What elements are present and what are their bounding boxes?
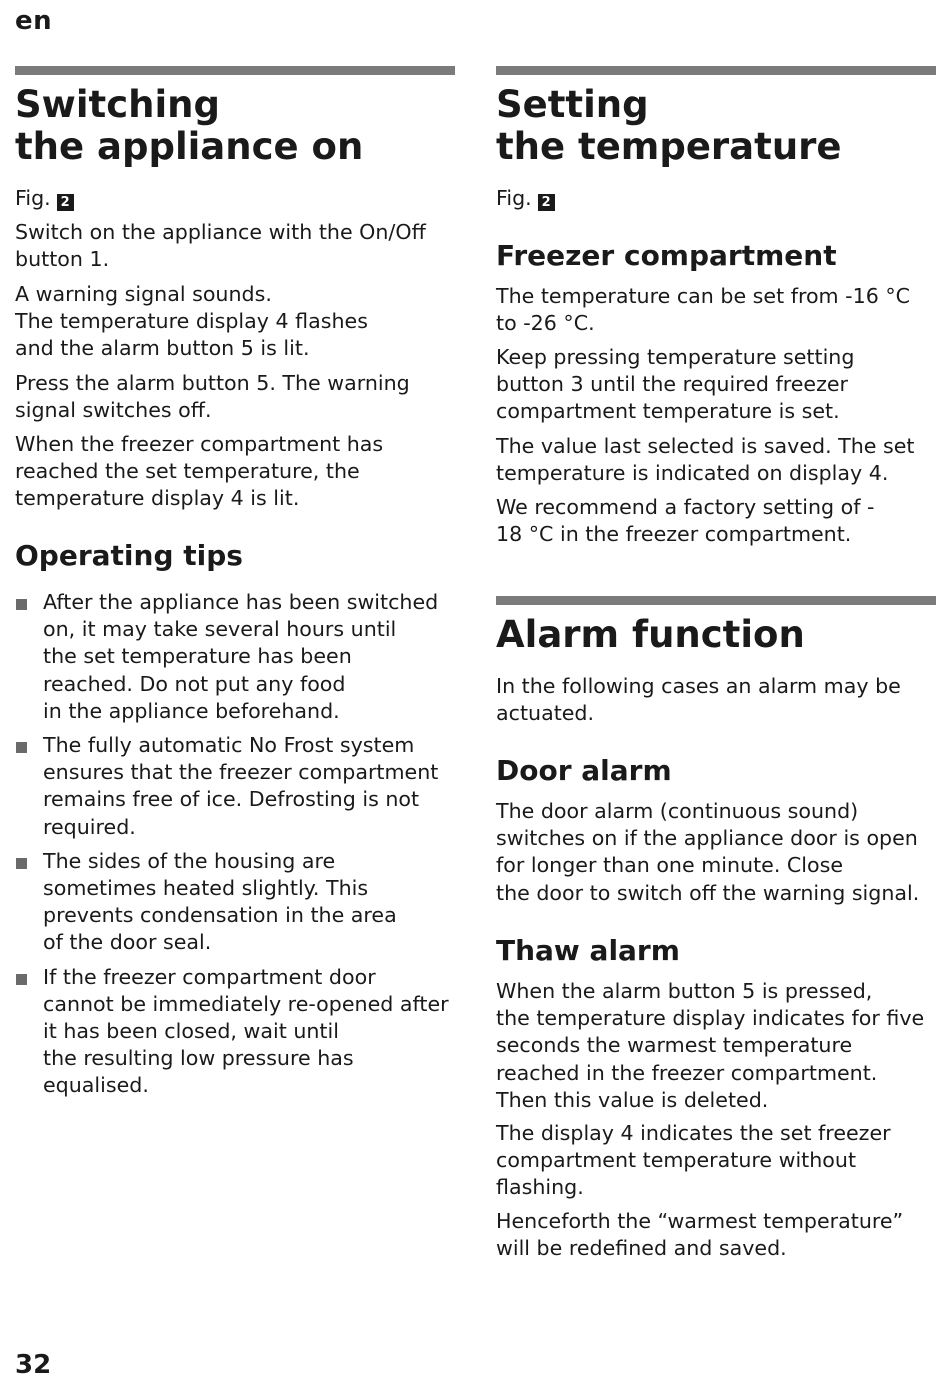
paragraph: The value last selected is saved. The set temperature is indicated on display 4. [496,434,915,486]
bullet-square-icon [16,858,27,869]
bullet-square-icon [16,599,27,610]
paragraph: Switch on the appliance with the On/Off button 1. [15,220,426,272]
figure-reference [15,185,74,212]
section-rule [15,66,455,75]
section-title-alarm-function: Alarm function [496,613,805,656]
figure-number-badge: 2 [538,194,555,211]
bullet-square-icon [16,742,27,753]
paragraph: The temperature can be set from -16 °C to -26 °C. [496,284,911,336]
section-rule [496,596,936,605]
paragraph: We recommend a factory setting of - 18 °C in the freezer compartment. [496,495,875,547]
list-item-text: The sides of the housing are sometimes heated slightly. This prevents condensation in the area of the door seal. [43,848,397,955]
fig-label: Fig. [496,186,532,210]
list-item-text: After the appliance has been switched on, it may take several hours until the set temperature has been reached. Do not put any food in the appliance beforehand. [43,590,439,723]
section-title-switching-on: Switching the appliance on [15,83,364,168]
paragraph: In the following cases an alarm may be actuated. [496,674,901,726]
paragraph: The door alarm (continuous sound) switches on if the appliance door is open for longer than one minute. Close the door to switch off the warning signal. [496,799,920,905]
language-code: en [15,6,53,36]
list-item [15,589,455,725]
subheading-door-alarm: Door alarm [496,754,672,787]
paragraph: When the freezer compartment has reached the set temperature, the temperature display 4 is lit. [15,432,384,511]
paragraph: A warning signal sounds. The temperature display 4 flashes and the alarm button 5 is lit. [15,282,368,361]
section-rule [496,66,936,75]
paragraph: Press the alarm button 5. The warning signal switches off. [15,371,410,423]
figure-reference [496,185,555,212]
list-item-text: If the freezer compartment door cannot be immediately re-opened after it has been closed, wait until the resulting low pressure has equalised. [43,964,449,1098]
list-item [15,964,455,1100]
list-item [15,732,455,841]
subheading-thaw-alarm: Thaw alarm [496,934,680,967]
subheading-freezer-compartment: Freezer compartment [496,239,837,272]
figure-number-badge: 2 [57,194,74,211]
operating-tips-list [15,589,455,1107]
paragraph: When the alarm button 5 is pressed, the temperature display indicates for five seconds the warmest temperature reached in the freezer compartment. Then this value is deleted. [496,979,925,1112]
fig-label: Fig. [15,186,51,210]
paragraph: Henceforth the “warmest temperature” will be redefined and saved. [496,1209,904,1261]
section-title-setting-temperature: Setting the temperature [496,83,842,168]
list-item-text: The fully automatic No Frost system ensures that the freezer compartment remains free of ice. Defrosting is not required. [43,733,439,839]
list-item [15,848,455,957]
paragraph: The display 4 indicates the set freezer compartment temperature without flashing. [496,1121,891,1200]
paragraph: Keep pressing temperature setting button 3 until the required freezer compartment temperature is set. [496,345,855,424]
page-number: 32 [15,1350,52,1380]
bullet-square-icon [16,974,27,985]
subheading-operating-tips: Operating tips [15,539,243,572]
